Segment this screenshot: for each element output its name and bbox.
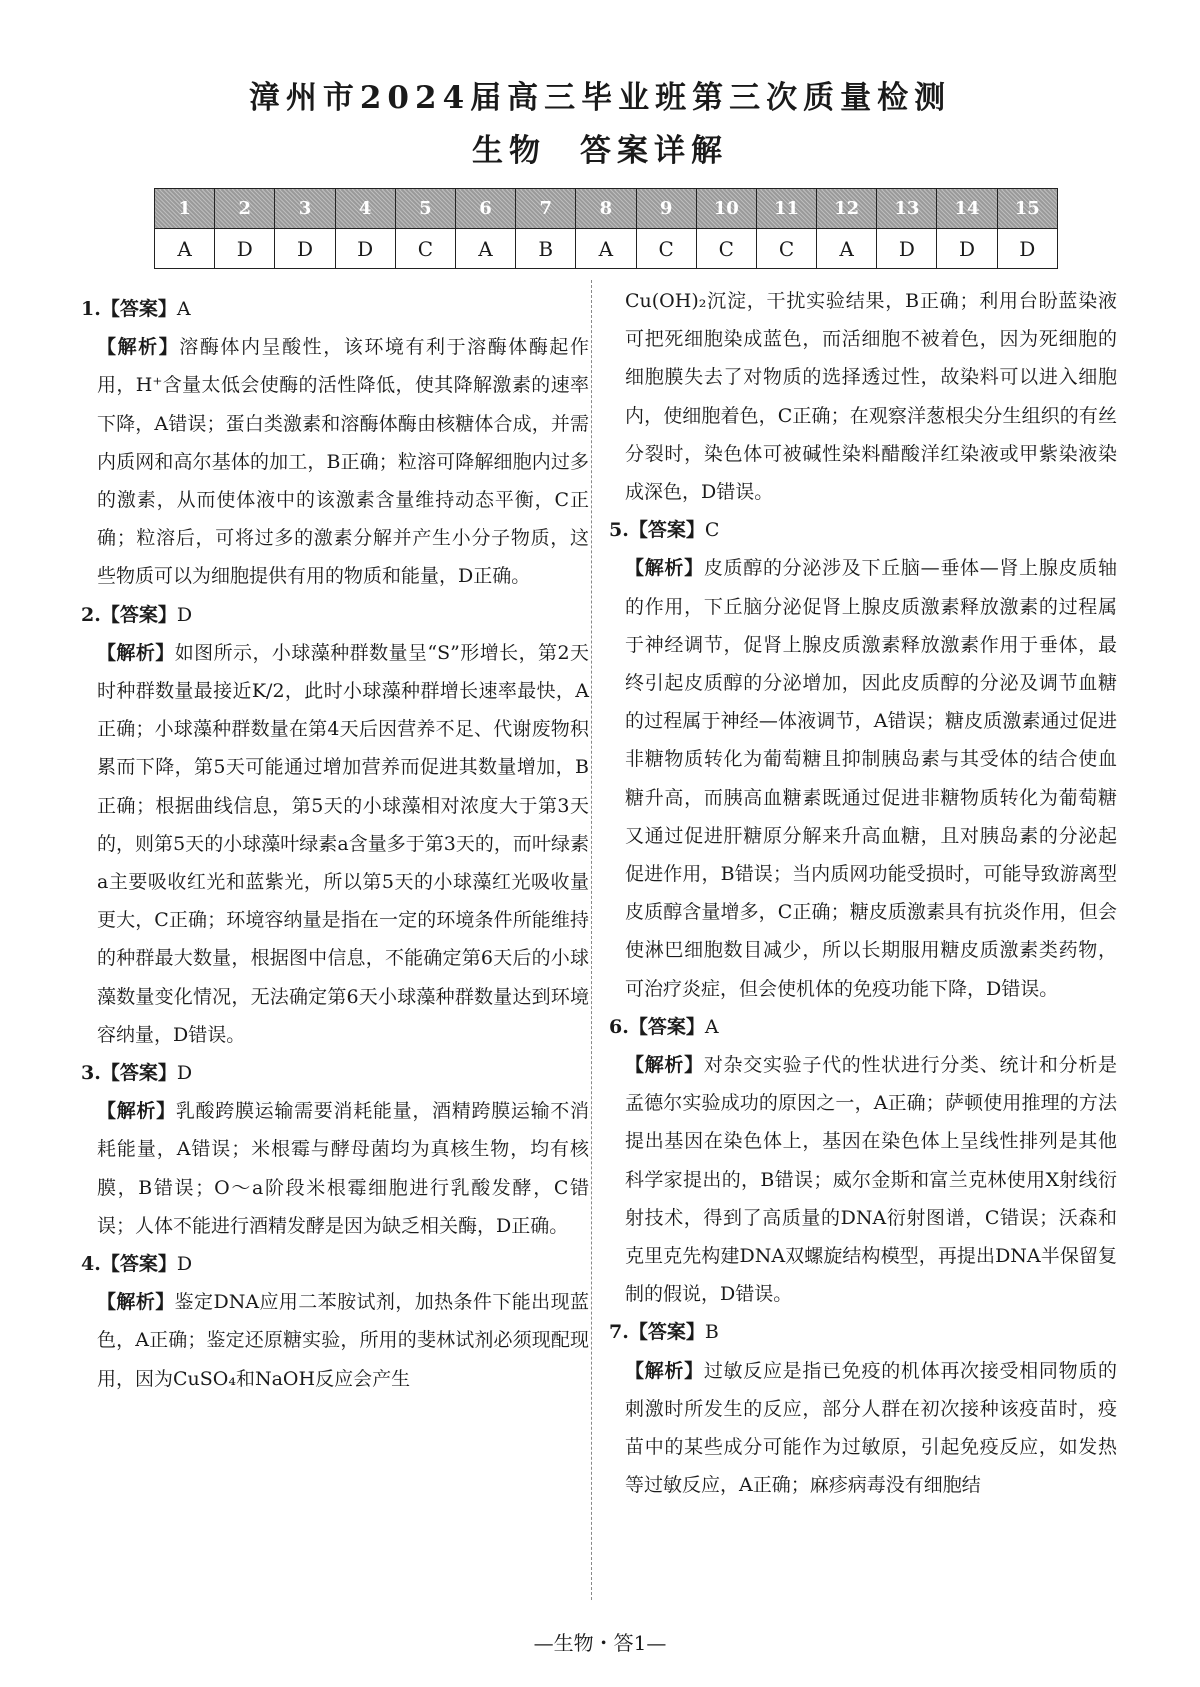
left-column <box>81 290 589 1398</box>
page-footer: —生物・答1— <box>533 1631 667 1655</box>
question-number-cell: 3 <box>275 189 335 229</box>
answer-table-header-row <box>155 189 1058 229</box>
explanation-paragraph <box>97 634 589 1054</box>
answer-cell: D <box>275 229 335 269</box>
question-block <box>609 511 1117 1008</box>
question-number: 3. <box>81 1062 101 1085</box>
explanation-text: 乳酸跨膜运输需要消耗能量，酒精跨膜运输不消耗能量，A错误；米根霉与酵母菌均为真核生物，均有核膜，B错误；O～a阶段米根霉细胞进行乳酸发酵，C错误；人体不能进行酒精发酵是因为缺乏相关酶，D正确。 <box>97 1100 589 1237</box>
answer-cell: A <box>455 229 515 269</box>
question-block <box>81 290 589 596</box>
explanation-label: 【解析】 <box>97 1291 175 1314</box>
answer-label: 【答案】 <box>100 298 177 320</box>
answer-cell: D <box>335 229 395 269</box>
explanation-text: 过敏反应是指已免疫的机体再次接受相同物质的刺激时所发生的反应，部分人群在初次接种该疫苗时，疫苗中的某些成分可能作为过敏原，引起免疫反应，如发热等过敏反应，A正确；麻疹病毒没有细胞结 <box>625 1359 1117 1497</box>
explanation-label: 【解析】 <box>97 1100 176 1123</box>
question-block <box>609 1313 1117 1504</box>
answer-label: 【答案】 <box>100 1253 177 1276</box>
answer-cell: C <box>756 229 816 269</box>
answer-value: A <box>176 298 191 320</box>
answer-table-answer-row <box>155 229 1058 269</box>
answer-cell: A <box>817 229 877 269</box>
right-column <box>609 282 1117 1505</box>
subtitle-detail: 答案详解 <box>580 133 728 169</box>
question-number-cell: 10 <box>696 189 756 229</box>
answer-label: 【答案】 <box>628 1321 705 1344</box>
answer-cell: D <box>215 229 275 269</box>
column-divider <box>591 280 592 1600</box>
answer-value: B <box>704 1321 719 1344</box>
question-number: 7. <box>609 1321 629 1344</box>
answer-cell: A <box>576 229 636 269</box>
answer-value: C <box>704 519 720 542</box>
question-block <box>625 282 1117 511</box>
explanation-label: 【解析】 <box>625 557 704 580</box>
question-block <box>81 1054 589 1245</box>
question-number-cell: 13 <box>877 189 937 229</box>
document-subtitle <box>0 125 1200 170</box>
question-block <box>81 1245 589 1398</box>
answer-label: 【答案】 <box>628 1015 705 1038</box>
explanation-paragraph <box>625 1352 1117 1505</box>
explanation-paragraph <box>97 328 589 595</box>
question-number-cell: 14 <box>937 189 997 229</box>
answer-cell: A <box>155 229 215 269</box>
answer-label: 【答案】 <box>100 1062 177 1085</box>
answer-cell: C <box>696 229 756 269</box>
subject-label: 生物 <box>472 133 546 169</box>
explanation-paragraph <box>625 282 1117 511</box>
question-number-cell: 6 <box>455 189 515 229</box>
question-number-cell: 11 <box>756 189 816 229</box>
explanation-label: 【解析】 <box>97 641 175 664</box>
answer-table <box>154 188 1058 269</box>
question-number: 2. <box>81 603 101 626</box>
explanation-text: 溶酶体内呈酸性，该环境有利于溶酶体酶起作用，H⁺含量太低会使酶的活性降低，使其降解激素的速率下降，A错误；蛋白类激素和溶酶体酶由核糖体合成，并需内质网和高尔基体的加工，B正确；粒溶可降解细胞内过多的激素，从而使体液中的该激素含量维持动态平衡，C正确；粒溶后，可将过多的激素分解并产生小分子物质，这些物质可以为细胞提供有用的物质和能量，D正确。 <box>97 336 589 588</box>
explanation-paragraph <box>625 549 1117 1007</box>
question-number: 5. <box>609 519 629 542</box>
answer-line <box>81 1245 589 1283</box>
question-block <box>81 596 589 1054</box>
answer-value: D <box>176 603 193 626</box>
explanation-text: 如图所示，小球藻种群数量呈“S”形增长，第2天时种群数量最接近K/2，此时小球藻种群增长速率最快，A正确；小球藻种群数量在第4天后因营养不足、代谢废物积累而下降，第5天可能通过增加营养而促进其数量增加，B正确；根据曲线信息，第5天的小球藻相对浓度大于第3天的，则第5天的小球藻叶绿素a含量多于第3天的，而叶绿素a主要吸收红光和蓝紫光，所以第5天的小球藻红光吸收量更大，C正确；环境容纳量是指在一定的环境条件所能维持的种群最大数量，根据图中信息，不能确定第6天后的小球藻数量变化情况，无法确定第6天小球藻种群数量达到环境容纳量，D错误。 <box>97 641 589 1046</box>
answer-line <box>609 1008 1117 1046</box>
explanation-label: 【解析】 <box>625 1359 704 1382</box>
explanation-paragraph <box>625 1046 1117 1313</box>
explanation-label: 【解析】 <box>97 336 180 359</box>
explanation-text: Cu(OH)₂沉淀，干扰实验结果，B正确；利用台盼蓝染液可把死细胞染成蓝色，而活细胞不被着色，因为死细胞的细胞膜失去了对物质的选择透过性，故染料可以进入细胞内，使细胞着色，C正确；在观察洋葱根尖分生组织的有丝分裂时，染色体可被碱性染料醋酸洋红染液或甲紫染液染成深色，D错误。 <box>625 290 1117 504</box>
answer-value: A <box>704 1015 719 1038</box>
answer-cell: D <box>877 229 937 269</box>
answer-line <box>81 290 589 328</box>
answer-cell: C <box>636 229 696 269</box>
question-number-cell: 4 <box>335 189 395 229</box>
question-number-cell: 7 <box>516 189 576 229</box>
question-number-cell: 12 <box>817 189 877 229</box>
question-number-cell: 8 <box>576 189 636 229</box>
explanation-paragraph <box>97 1092 589 1245</box>
question-block <box>609 1008 1117 1314</box>
question-number-cell: 15 <box>997 189 1057 229</box>
question-number-cell: 5 <box>395 189 455 229</box>
answer-cell: C <box>395 229 455 269</box>
answer-line <box>81 1054 589 1092</box>
answer-cell: D <box>937 229 997 269</box>
answer-line <box>609 511 1117 549</box>
question-number: 4. <box>81 1253 101 1276</box>
answer-cell: D <box>997 229 1057 269</box>
explanation-text: 对杂交实验子代的性状进行分类、统计和分析是孟德尔实验成功的原因之一，A正确；萨顿使用推理的方法提出基因在染色体上，基因在染色体上呈线性排列是其他科学家提出的，B错误；威尔金斯和富兰克林使用X射线衍射技术，得到了高质量的DNA衍射图谱，C错误；沃森和克里克先构建DNA双螺旋结构模型，再提出DNA半保留复制的假说，D错误。 <box>625 1054 1117 1306</box>
answer-line <box>81 596 589 634</box>
answer-label: 【答案】 <box>100 603 177 626</box>
question-number-cell: 9 <box>636 189 696 229</box>
answer-label: 【答案】 <box>628 519 705 542</box>
question-number-cell: 2 <box>215 189 275 229</box>
explanation-paragraph <box>97 1283 589 1398</box>
explanation-text: 鉴定DNA应用二苯胺试剂，加热条件下能出现蓝色，A正确；鉴定还原糖实验，所用的斐林试剂必须现配现用，因为CuSO₄和NaOH反应会产生 <box>97 1291 589 1390</box>
explanation-label: 【解析】 <box>625 1054 704 1077</box>
question-number: 6. <box>609 1015 629 1038</box>
answer-value: D <box>176 1253 193 1276</box>
question-number: 1. <box>81 298 101 320</box>
answer-cell: B <box>516 229 576 269</box>
explanation-text: 皮质醇的分泌涉及下丘脑—垂体—肾上腺皮质轴的作用，下丘脑分泌促肾上腺皮质激素释放激素的过程属于神经调节，促肾上腺皮质激素释放激素作用于垂体，最终引起皮质醇的分泌增加，因此皮质醇的分泌及调节血糖的过程属于神经—体液调节，A错误；糖皮质激素通过促进非糖物质转化为葡萄糖且抑制胰岛素与其受体的结合使血糖升高，而胰高血糖素既通过促进非糖物质转化为葡萄糖又通过促进肝糖原分解来升高血糖，且对胰岛素的分泌起促进作用，B错误；当内质网功能受损时，可能导致游离型皮质醇含量增多，C正确；糖皮质激素具有抗炎作用，但会使淋巴细胞数目减少，所以长期服用糖皮质激素类药物，可治疗炎症，但会使机体的免疫功能下降，D错误。 <box>625 557 1117 1000</box>
answer-line <box>609 1313 1117 1351</box>
question-number-cell: 1 <box>155 189 215 229</box>
document-title: 漳州市2024届高三毕业班第三次质量检测 <box>248 80 952 116</box>
answer-value: D <box>176 1062 193 1085</box>
